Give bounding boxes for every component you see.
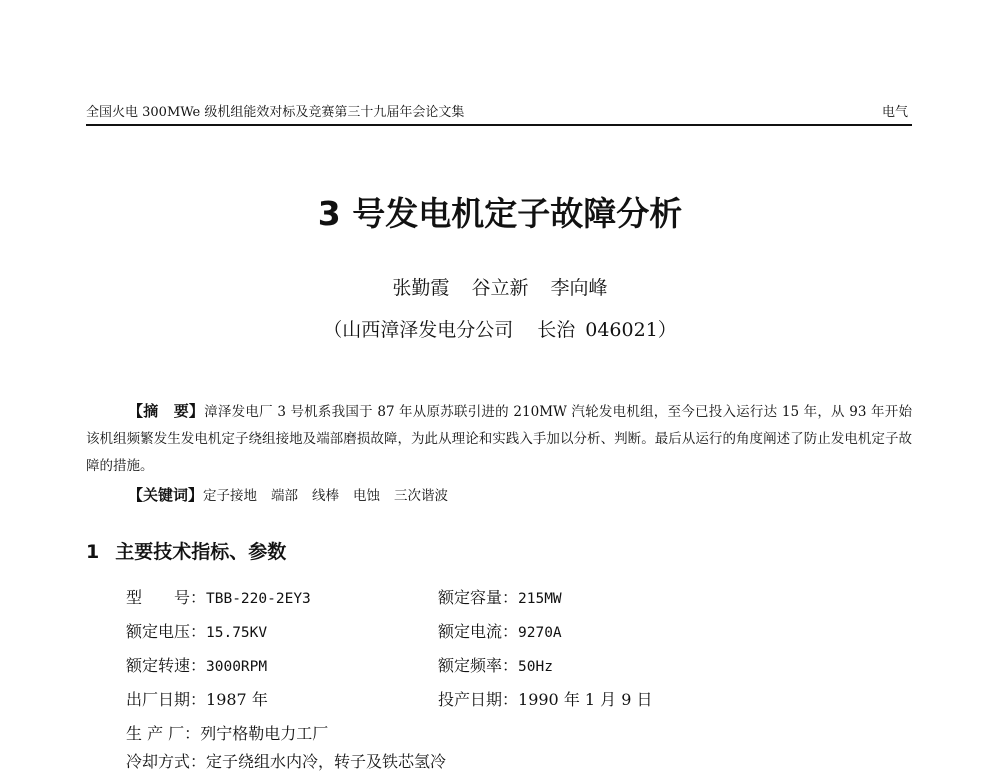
affiliation-city: 长治 <box>537 319 576 341</box>
author-list <box>0 274 1000 302</box>
spec-voltage <box>126 620 267 645</box>
affiliation-postcode: 046021 <box>585 319 658 341</box>
section-title: 主要技术指标、参数 <box>115 541 287 563</box>
spec-value: 3000RPM <box>206 659 268 675</box>
spec-value: 定子绕组水内冷，转子及铁芯氢冷 <box>206 752 447 771</box>
abstract-text: 漳泽发电厂 3 号机系我国于 87 年从原苏联引进的 210MW 汽轮发电机组，至今已投入运行达 15 年，从 93 年开始该机组频繁发生发电机定子绕组接地及端部磨损故障，为此从理论和实践入手加以分析、判断。最后从运行的角度阐述了防止发电机定子故障的措施。 <box>86 404 912 474</box>
keyword-item: 定子接地 <box>203 488 258 504</box>
author-name: 谷立新 <box>471 277 529 299</box>
section-number: 1 <box>86 541 100 563</box>
author-name: 张勤霞 <box>392 277 450 299</box>
keywords-label: 【关键词】 <box>128 486 204 504</box>
spec-label: 投产日期： <box>438 690 519 709</box>
spec-label: 生 产 厂： <box>126 724 201 743</box>
spec-capacity <box>438 586 562 611</box>
spec-label: 额定转速： <box>126 656 207 675</box>
spec-frequency <box>438 654 553 679</box>
author-affiliation <box>0 316 1000 344</box>
keyword-item: 端部 <box>271 488 299 504</box>
keyword-item: 线棒 <box>312 488 340 504</box>
spec-label: 额定电压： <box>126 622 207 641</box>
keywords <box>128 482 462 510</box>
spec-factory-date <box>126 688 268 712</box>
spec-value: 1987 年 <box>206 690 268 709</box>
header-section-name: 电气 <box>881 105 908 120</box>
spec-label: 额定容量： <box>438 588 519 607</box>
spec-value: 15.75KV <box>206 625 268 641</box>
author-name: 李向峰 <box>550 277 608 299</box>
spec-value: 9270A <box>518 625 562 641</box>
affiliation-organization: 山西漳泽发电分公司 <box>342 319 514 341</box>
keyword-item: 电蚀 <box>353 488 381 504</box>
spec-label: 出厂日期： <box>126 690 207 709</box>
spec-label: 额定电流： <box>438 622 519 641</box>
affiliation-close-paren: ） <box>657 319 677 341</box>
keyword-item: 三次谐波 <box>394 488 449 504</box>
spec-commission-date <box>438 688 653 712</box>
spec-model <box>126 586 311 611</box>
abstract <box>86 398 912 480</box>
spec-value: 1990 年 1 月 9 日 <box>518 690 653 709</box>
affiliation-open-paren: （ <box>323 319 343 341</box>
header-proceedings-title: 全国火电 300MWe 级机组能效对标及竞赛第三十九届年会论文集 <box>86 105 465 120</box>
spec-value: 50Hz <box>518 659 553 675</box>
spec-value: 215MW <box>518 591 562 607</box>
abstract-label: 【摘 要】 <box>128 402 205 420</box>
spec-speed <box>126 654 267 679</box>
spec-label: 型 号： <box>126 588 207 607</box>
spec-label: 冷却方式： <box>126 752 207 771</box>
spec-current <box>438 620 562 645</box>
spec-value: 列宁格勒电力工厂 <box>200 724 329 743</box>
section-heading <box>86 538 286 566</box>
spec-label: 额定频率： <box>438 656 519 675</box>
paper-title: 3 号发电机定子故障分析 <box>317 194 683 233</box>
spec-cooling <box>126 750 446 774</box>
spec-manufacturer <box>126 722 328 746</box>
spec-value: TBB-220-2EY3 <box>206 591 311 607</box>
running-header <box>86 102 912 126</box>
